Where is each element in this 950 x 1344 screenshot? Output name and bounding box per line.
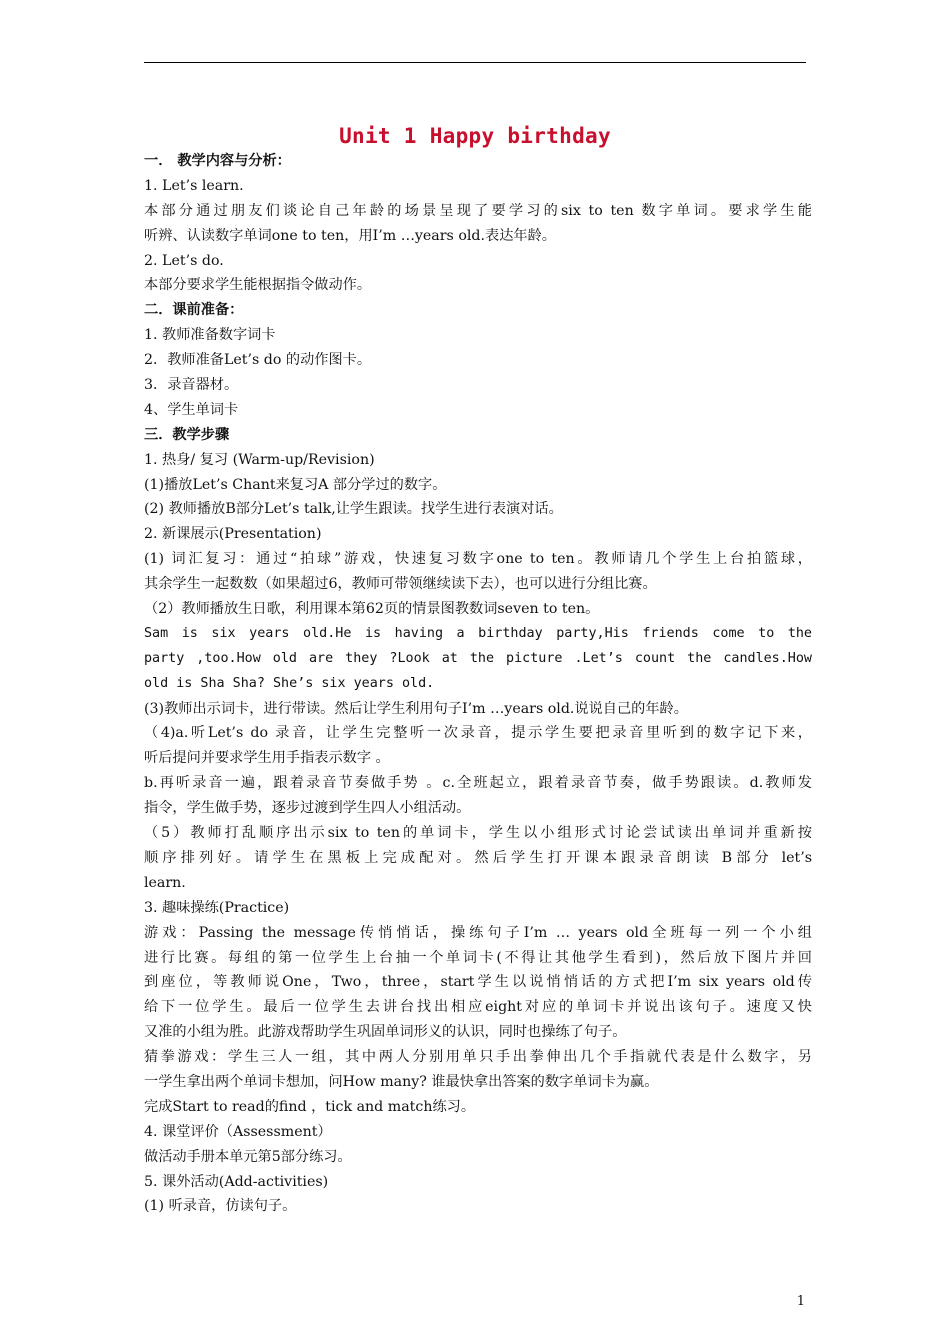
text-line: 本部分通过朋友们谈论自己年龄的场景呈现了要学习的six to ten 数字单词。要求学生能 bbox=[144, 202, 812, 219]
text-line: (3)教师出示词卡，进行带读。然后让学生利用句子I’m …years old.说说自己的年龄。 bbox=[144, 700, 688, 717]
text-line: 2. Let’s do. bbox=[144, 252, 224, 269]
text-line: 一学生拿出两个单词卡想加，问How many? 谁最快拿出答案的数字单词卡为赢。 bbox=[144, 1073, 659, 1090]
text-line: 完成Start to read的find ，tick and match练习。 bbox=[144, 1098, 476, 1115]
section-heading: 一． 教学内容与分析： bbox=[144, 153, 291, 169]
text-line: 3. 趣味操练(Practice) bbox=[144, 899, 290, 916]
section-heading: 二．课前准备： bbox=[144, 302, 244, 319]
text-line: old is Sha Sha? She’s six years old. bbox=[144, 675, 435, 691]
text-line: 1. 教师准备数字词卡 bbox=[144, 327, 276, 344]
text-line: 做活动手册本单元第5部分练习。 bbox=[144, 1148, 352, 1165]
text-line: 猜拳游戏：学生三人一组，其中两人分别用单只手出拳伸出几个手指就代表是什么数字，另 bbox=[144, 1049, 812, 1066]
text-line: (1) 听录音，仿读句子。 bbox=[144, 1198, 297, 1215]
text-line: 1. Let’s learn. bbox=[144, 177, 244, 194]
text-line: (2) 教师播放B部分Let’s talk,让学生跟读。找学生进行表演对话。 bbox=[144, 501, 563, 518]
text-line: （5）教师打乱顺序出示six to ten的单词卡，学生以小组形式讨论尝试读出单词并重新按 bbox=[144, 825, 812, 842]
text-line: （4)a.听Let’s do 录音，让学生完整听一次录音，提示学生要把录音里听到的数字记下来， bbox=[144, 725, 812, 742]
text-line: 听辨、认读数字单词one to ten，用I’m …years old.表达年龄。 bbox=[144, 227, 556, 244]
text-line: 进行比赛。每组的第一位学生上台抽一个单词卡(不得让其他学生看到)，然后放下图片并回 bbox=[144, 949, 812, 966]
text-line: 顺序排列好。请学生在黑板上完成配对。然后学生打开课本跟录音朗读 B部分 let’s bbox=[144, 849, 812, 866]
text-line: learn. bbox=[144, 874, 186, 891]
text-line: (1) 词汇复习：通过“拍球”游戏，快速复习数字one to ten。教师请几个学生上台拍篮球， bbox=[144, 551, 812, 568]
text-line: 4、学生单词卡 bbox=[144, 401, 239, 418]
text-line: b.再听录音一遍，跟着录音节奏做手势 。c.全班起立，跟着录音节奏，做手势跟读。d.教师发 bbox=[144, 775, 812, 792]
text-line: party ,too.How old are they ?Look at the picture .Let’s count the candles.How bbox=[144, 650, 812, 666]
page-number: 1 bbox=[796, 1294, 805, 1309]
text-line: 2．教师准备Let’s do 的动作图卡。 bbox=[144, 352, 372, 369]
text-line: 4. 课堂评价（Assessment） bbox=[144, 1123, 332, 1140]
text-line: 3．录音器材。 bbox=[144, 377, 239, 394]
text-line: 又准的小组为胜。此游戏帮助学生巩固单词形义的认识，同时也操练了句子。 bbox=[144, 1024, 627, 1041]
text-line: 本部分要求学生能根据指令做动作。 bbox=[144, 277, 372, 294]
text-line: 游戏：Passing the message传悄悄话，操练句子I’m … years old全班每一列一个小组 bbox=[144, 924, 812, 941]
text-line: 指令，学生做手势，逐步过渡到学生四人小组活动。 bbox=[144, 800, 471, 817]
text-line: 听后提问并要求学生用手指表示数字 。 bbox=[144, 750, 390, 767]
document-title: Unit 1 Happy birthday bbox=[339, 124, 611, 148]
text-line: 5. 课外活动(Add-activities) bbox=[144, 1173, 329, 1190]
text-line: 1. 热身/ 复习 (Warm-up/Revision) bbox=[144, 451, 375, 468]
text-line: (1)播放Let’s Chant来复习A 部分学过的数字。 bbox=[144, 476, 447, 493]
document-body bbox=[144, 149, 812, 1219]
text-line: （2）教师播放生日歌，利用课本第62页的情景图教数词seven to ten。 bbox=[144, 601, 600, 618]
text-line: 给下一位学生。最后一位学生去讲台找出相应eight对应的单词卡并说出该句子。速度又快 bbox=[144, 999, 812, 1016]
text-line: 到座位，等教师说One，Two，three，start学生以说悄悄话的方式把I’m six years old传 bbox=[144, 974, 812, 991]
text-line: 2. 新课展示(Presentation) bbox=[144, 526, 322, 543]
text-line: Sam is six years old.He is having a birthday party,His friends come to the bbox=[144, 625, 812, 641]
text-line: 其余学生一起数数（如果超过6，教师可带领继续读下去），也可以进行分组比赛。 bbox=[144, 576, 657, 593]
section-heading: 三．教学步骤 bbox=[144, 426, 230, 443]
header-rule bbox=[144, 62, 806, 63]
